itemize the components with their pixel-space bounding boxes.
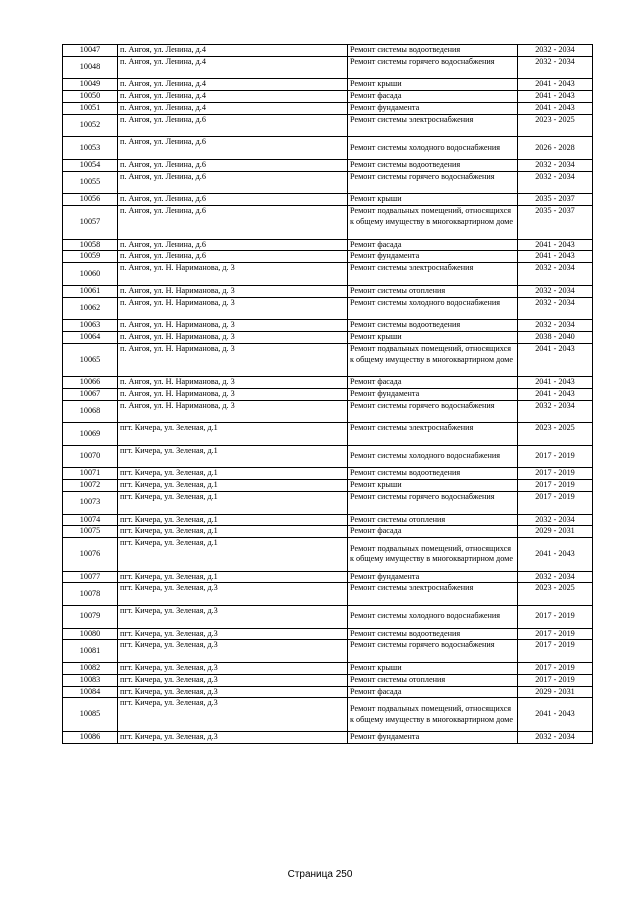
row-work-type: Ремонт фасада xyxy=(348,526,518,538)
row-address: п. Ангоя, ул. Ленина, д.6 xyxy=(118,239,348,251)
row-address: п. Ангоя, ул. Ленина, д.4 xyxy=(118,56,348,79)
row-period: 2041 - 2043 xyxy=(518,251,593,263)
table-row xyxy=(63,56,593,79)
row-id: 10082 xyxy=(63,663,118,675)
table-row xyxy=(63,251,593,263)
row-work-type: Ремонт системы горячего водоснабжения xyxy=(348,56,518,79)
table-row xyxy=(63,285,593,297)
row-period: 2032 - 2034 xyxy=(518,45,593,57)
row-work-type: Ремонт системы электроснабжения xyxy=(348,114,518,137)
row-period: 2041 - 2043 xyxy=(518,377,593,389)
table-row xyxy=(63,538,593,571)
row-id: 10053 xyxy=(63,137,118,160)
row-id: 10066 xyxy=(63,377,118,389)
row-work-type: Ремонт системы отопления xyxy=(348,674,518,686)
row-id: 10049 xyxy=(63,79,118,91)
row-work-type: Ремонт подвальных помещений, относящихся к общему имуществу в многоквартирном доме xyxy=(348,538,518,571)
row-id: 10055 xyxy=(63,171,118,194)
row-work-type: Ремонт системы отопления xyxy=(348,285,518,297)
row-work-type: Ремонт крыши xyxy=(348,331,518,343)
row-address: п. Ангоя, ул. Н. Нариманова, д. 3 xyxy=(118,331,348,343)
row-address: п. Ангоя, ул. Ленина, д.4 xyxy=(118,102,348,114)
row-address: пгт. Кичера, ул. Зеленая, д.1 xyxy=(118,571,348,583)
row-period: 2017 - 2019 xyxy=(518,606,593,629)
table-row xyxy=(63,480,593,492)
row-period: 2041 - 2043 xyxy=(518,698,593,731)
table-row xyxy=(63,606,593,629)
table-row xyxy=(63,137,593,160)
row-work-type: Ремонт фасада xyxy=(348,91,518,103)
row-address: пгт. Кичера, ул. Зеленая, д.3 xyxy=(118,640,348,663)
row-period: 2035 - 2037 xyxy=(518,206,593,239)
table-row xyxy=(63,686,593,698)
row-address: п. Ангоя, ул. Ленина, д.4 xyxy=(118,79,348,91)
row-period: 2041 - 2043 xyxy=(518,343,593,376)
row-period: 2017 - 2019 xyxy=(518,674,593,686)
row-address: п. Ангоя, ул. Ленина, д.6 xyxy=(118,137,348,160)
table-row xyxy=(63,731,593,743)
table-row xyxy=(63,445,593,468)
row-id: 10054 xyxy=(63,159,118,171)
row-period: 2038 - 2040 xyxy=(518,331,593,343)
row-work-type: Ремонт крыши xyxy=(348,480,518,492)
row-address: п. Ангоя, ул. Ленина, д.6 xyxy=(118,206,348,239)
row-work-type: Ремонт системы водоотведения xyxy=(348,45,518,57)
row-period: 2026 - 2028 xyxy=(518,137,593,160)
row-work-type: Ремонт системы электроснабжения xyxy=(348,263,518,286)
row-period: 2023 - 2025 xyxy=(518,423,593,446)
row-address: п. Ангоя, ул. Ленина, д.6 xyxy=(118,251,348,263)
row-work-type: Ремонт системы горячего водоснабжения xyxy=(348,640,518,663)
row-address: п. Ангоя, ул. Н. Нариманова, д. 3 xyxy=(118,297,348,320)
table-row xyxy=(63,297,593,320)
table-row xyxy=(63,159,593,171)
table-row xyxy=(63,492,593,515)
row-work-type: Ремонт фундамента xyxy=(348,731,518,743)
row-address: пгт. Кичера, ул. Зеленая, д.3 xyxy=(118,583,348,606)
row-period: 2023 - 2025 xyxy=(518,583,593,606)
row-period: 2041 - 2043 xyxy=(518,79,593,91)
row-period: 2017 - 2019 xyxy=(518,628,593,640)
row-id: 10078 xyxy=(63,583,118,606)
row-address: пгт. Кичера, ул. Зеленая, д.3 xyxy=(118,698,348,731)
row-id: 10085 xyxy=(63,698,118,731)
table-row xyxy=(63,194,593,206)
row-id: 10061 xyxy=(63,285,118,297)
table-row xyxy=(63,45,593,57)
row-address: п. Ангоя, ул. Ленина, д.4 xyxy=(118,91,348,103)
table-row xyxy=(63,377,593,389)
row-id: 10069 xyxy=(63,423,118,446)
row-id: 10052 xyxy=(63,114,118,137)
table-row xyxy=(63,400,593,423)
row-address: пгт. Кичера, ул. Зеленая, д.3 xyxy=(118,663,348,675)
row-id: 10073 xyxy=(63,492,118,515)
table-row xyxy=(63,114,593,137)
row-address: пгт. Кичера, ул. Зеленая, д.3 xyxy=(118,606,348,629)
row-period: 2017 - 2019 xyxy=(518,663,593,675)
row-address: пгт. Кичера, ул. Зеленая, д.1 xyxy=(118,423,348,446)
row-address: пгт. Кичера, ул. Зеленая, д.1 xyxy=(118,514,348,526)
row-work-type: Ремонт фасада xyxy=(348,377,518,389)
row-id: 10050 xyxy=(63,91,118,103)
table-row xyxy=(63,526,593,538)
row-address: п. Ангоя, ул. Ленина, д.6 xyxy=(118,194,348,206)
table-row xyxy=(63,628,593,640)
row-id: 10057 xyxy=(63,206,118,239)
row-period: 2032 - 2034 xyxy=(518,159,593,171)
row-id: 10075 xyxy=(63,526,118,538)
row-id: 10062 xyxy=(63,297,118,320)
row-period: 2035 - 2037 xyxy=(518,194,593,206)
row-work-type: Ремонт фасада xyxy=(348,239,518,251)
row-work-type: Ремонт фундамента xyxy=(348,251,518,263)
row-work-type: Ремонт крыши xyxy=(348,79,518,91)
row-address: п. Ангоя, ул. Ленина, д.6 xyxy=(118,171,348,194)
row-period: 2017 - 2019 xyxy=(518,468,593,480)
row-address: пгт. Кичера, ул. Зеленая, д.1 xyxy=(118,492,348,515)
row-work-type: Ремонт системы холодного водоснабжения xyxy=(348,606,518,629)
row-work-type: Ремонт фундамента xyxy=(348,571,518,583)
row-period: 2032 - 2034 xyxy=(518,285,593,297)
row-work-type: Ремонт системы холодного водоснабжения xyxy=(348,137,518,160)
table-row xyxy=(63,331,593,343)
row-id: 10060 xyxy=(63,263,118,286)
row-period: 2032 - 2034 xyxy=(518,297,593,320)
row-period: 2032 - 2034 xyxy=(518,263,593,286)
row-address: п. Ангоя, ул. Н. Нариманова, д. 3 xyxy=(118,377,348,389)
row-id: 10058 xyxy=(63,239,118,251)
row-work-type: Ремонт подвальных помещений, относящихся к общему имуществу в многоквартирном доме xyxy=(348,698,518,731)
row-address: п. Ангоя, ул. Н. Нариманова, д. 3 xyxy=(118,320,348,332)
row-id: 10072 xyxy=(63,480,118,492)
row-period: 2032 - 2034 xyxy=(518,171,593,194)
row-work-type: Ремонт системы водоотведения xyxy=(348,320,518,332)
table-row xyxy=(63,320,593,332)
row-work-type: Ремонт системы водоотведения xyxy=(348,628,518,640)
row-id: 10086 xyxy=(63,731,118,743)
row-address: пгт. Кичера, ул. Зеленая, д.3 xyxy=(118,628,348,640)
row-address: пгт. Кичера, ул. Зеленая, д.1 xyxy=(118,445,348,468)
capital-repair-table xyxy=(62,44,593,744)
table-row xyxy=(63,423,593,446)
row-period: 2023 - 2025 xyxy=(518,114,593,137)
row-period: 2041 - 2043 xyxy=(518,239,593,251)
row-period: 2032 - 2034 xyxy=(518,400,593,423)
row-address: п. Ангоя, ул. Н. Нариманова, д. 3 xyxy=(118,343,348,376)
row-period: 2041 - 2043 xyxy=(518,388,593,400)
table-row xyxy=(63,239,593,251)
row-id: 10070 xyxy=(63,445,118,468)
table-row xyxy=(63,698,593,731)
row-period: 2041 - 2043 xyxy=(518,91,593,103)
row-work-type: Ремонт крыши xyxy=(348,663,518,675)
row-id: 10067 xyxy=(63,388,118,400)
row-id: 10059 xyxy=(63,251,118,263)
row-period: 2041 - 2043 xyxy=(518,538,593,571)
table-row xyxy=(63,206,593,239)
row-id: 10051 xyxy=(63,102,118,114)
table-row xyxy=(63,388,593,400)
row-work-type: Ремонт подвальных помещений, относящихся к общему имуществу в многоквартирном доме xyxy=(348,206,518,239)
row-period: 2029 - 2031 xyxy=(518,686,593,698)
row-work-type: Ремонт системы горячего водоснабжения xyxy=(348,492,518,515)
row-period: 2032 - 2034 xyxy=(518,571,593,583)
row-work-type: Ремонт фасада xyxy=(348,686,518,698)
table-row xyxy=(63,102,593,114)
row-id: 10079 xyxy=(63,606,118,629)
row-period: 2032 - 2034 xyxy=(518,320,593,332)
row-id: 10063 xyxy=(63,320,118,332)
row-id: 10071 xyxy=(63,468,118,480)
table-row xyxy=(63,91,593,103)
row-period: 2017 - 2019 xyxy=(518,640,593,663)
table-body xyxy=(63,45,593,744)
row-work-type: Ремонт системы водоотведения xyxy=(348,159,518,171)
row-period: 2032 - 2034 xyxy=(518,731,593,743)
table-row xyxy=(63,263,593,286)
row-address: пгт. Кичера, ул. Зеленая, д.1 xyxy=(118,538,348,571)
row-address: пгт. Кичера, ул. Зеленая, д.3 xyxy=(118,731,348,743)
row-address: пгт. Кичера, ул. Зеленая, д.1 xyxy=(118,480,348,492)
row-id: 10065 xyxy=(63,343,118,376)
table-row xyxy=(63,583,593,606)
row-period: 2017 - 2019 xyxy=(518,492,593,515)
row-address: п. Ангоя, ул. Н. Нариманова, д. 3 xyxy=(118,285,348,297)
row-work-type: Ремонт системы холодного водоснабжения xyxy=(348,297,518,320)
row-period: 2017 - 2019 xyxy=(518,480,593,492)
table-row xyxy=(63,674,593,686)
row-address: пгт. Кичера, ул. Зеленая, д.3 xyxy=(118,674,348,686)
row-address: п. Ангоя, ул. Ленина, д.6 xyxy=(118,114,348,137)
row-work-type: Ремонт системы электроснабжения xyxy=(348,423,518,446)
row-work-type: Ремонт крыши xyxy=(348,194,518,206)
table-row xyxy=(63,571,593,583)
row-id: 10084 xyxy=(63,686,118,698)
row-period: 2017 - 2019 xyxy=(518,445,593,468)
row-id: 10077 xyxy=(63,571,118,583)
table-row xyxy=(63,171,593,194)
row-id: 10076 xyxy=(63,538,118,571)
row-work-type: Ремонт системы отопления xyxy=(348,514,518,526)
row-address: п. Ангоя, ул. Ленина, д.6 xyxy=(118,159,348,171)
row-address: п. Ангоя, ул. Н. Нариманова, д. 3 xyxy=(118,388,348,400)
row-work-type: Ремонт системы горячего водоснабжения xyxy=(348,400,518,423)
row-id: 10047 xyxy=(63,45,118,57)
table-row xyxy=(63,343,593,376)
table-row xyxy=(63,640,593,663)
row-id: 10056 xyxy=(63,194,118,206)
row-work-type: Ремонт системы холодного водоснабжения xyxy=(348,445,518,468)
table-row xyxy=(63,663,593,675)
table-row xyxy=(63,468,593,480)
row-work-type: Ремонт подвальных помещений, относящихся к общему имуществу в многоквартирном доме xyxy=(348,343,518,376)
row-id: 10048 xyxy=(63,56,118,79)
row-period: 2032 - 2034 xyxy=(518,514,593,526)
row-address: п. Ангоя, ул. Н. Нариманова, д. 3 xyxy=(118,400,348,423)
row-work-type: Ремонт системы горячего водоснабжения xyxy=(348,171,518,194)
table-row xyxy=(63,79,593,91)
row-id: 10064 xyxy=(63,331,118,343)
row-period: 2041 - 2043 xyxy=(518,102,593,114)
table-row xyxy=(63,514,593,526)
row-id: 10083 xyxy=(63,674,118,686)
row-period: 2029 - 2031 xyxy=(518,526,593,538)
row-work-type: Ремонт фундамента xyxy=(348,102,518,114)
page-number: Страница 250 xyxy=(287,869,353,880)
row-period: 2032 - 2034 xyxy=(518,56,593,79)
row-work-type: Ремонт системы электроснабжения xyxy=(348,583,518,606)
row-work-type: Ремонт системы водоотведения xyxy=(348,468,518,480)
row-id: 10074 xyxy=(63,514,118,526)
row-work-type: Ремонт фундамента xyxy=(348,388,518,400)
row-address: п. Ангоя, ул. Н. Нариманова, д. 3 xyxy=(118,263,348,286)
row-address: пгт. Кичера, ул. Зеленая, д.1 xyxy=(118,468,348,480)
row-address: пгт. Кичера, ул. Зеленая, д.1 xyxy=(118,526,348,538)
row-id: 10068 xyxy=(63,400,118,423)
row-id: 10080 xyxy=(63,628,118,640)
row-id: 10081 xyxy=(63,640,118,663)
row-address: п. Ангоя, ул. Ленина, д.4 xyxy=(118,45,348,57)
row-address: пгт. Кичера, ул. Зеленая, д.3 xyxy=(118,686,348,698)
